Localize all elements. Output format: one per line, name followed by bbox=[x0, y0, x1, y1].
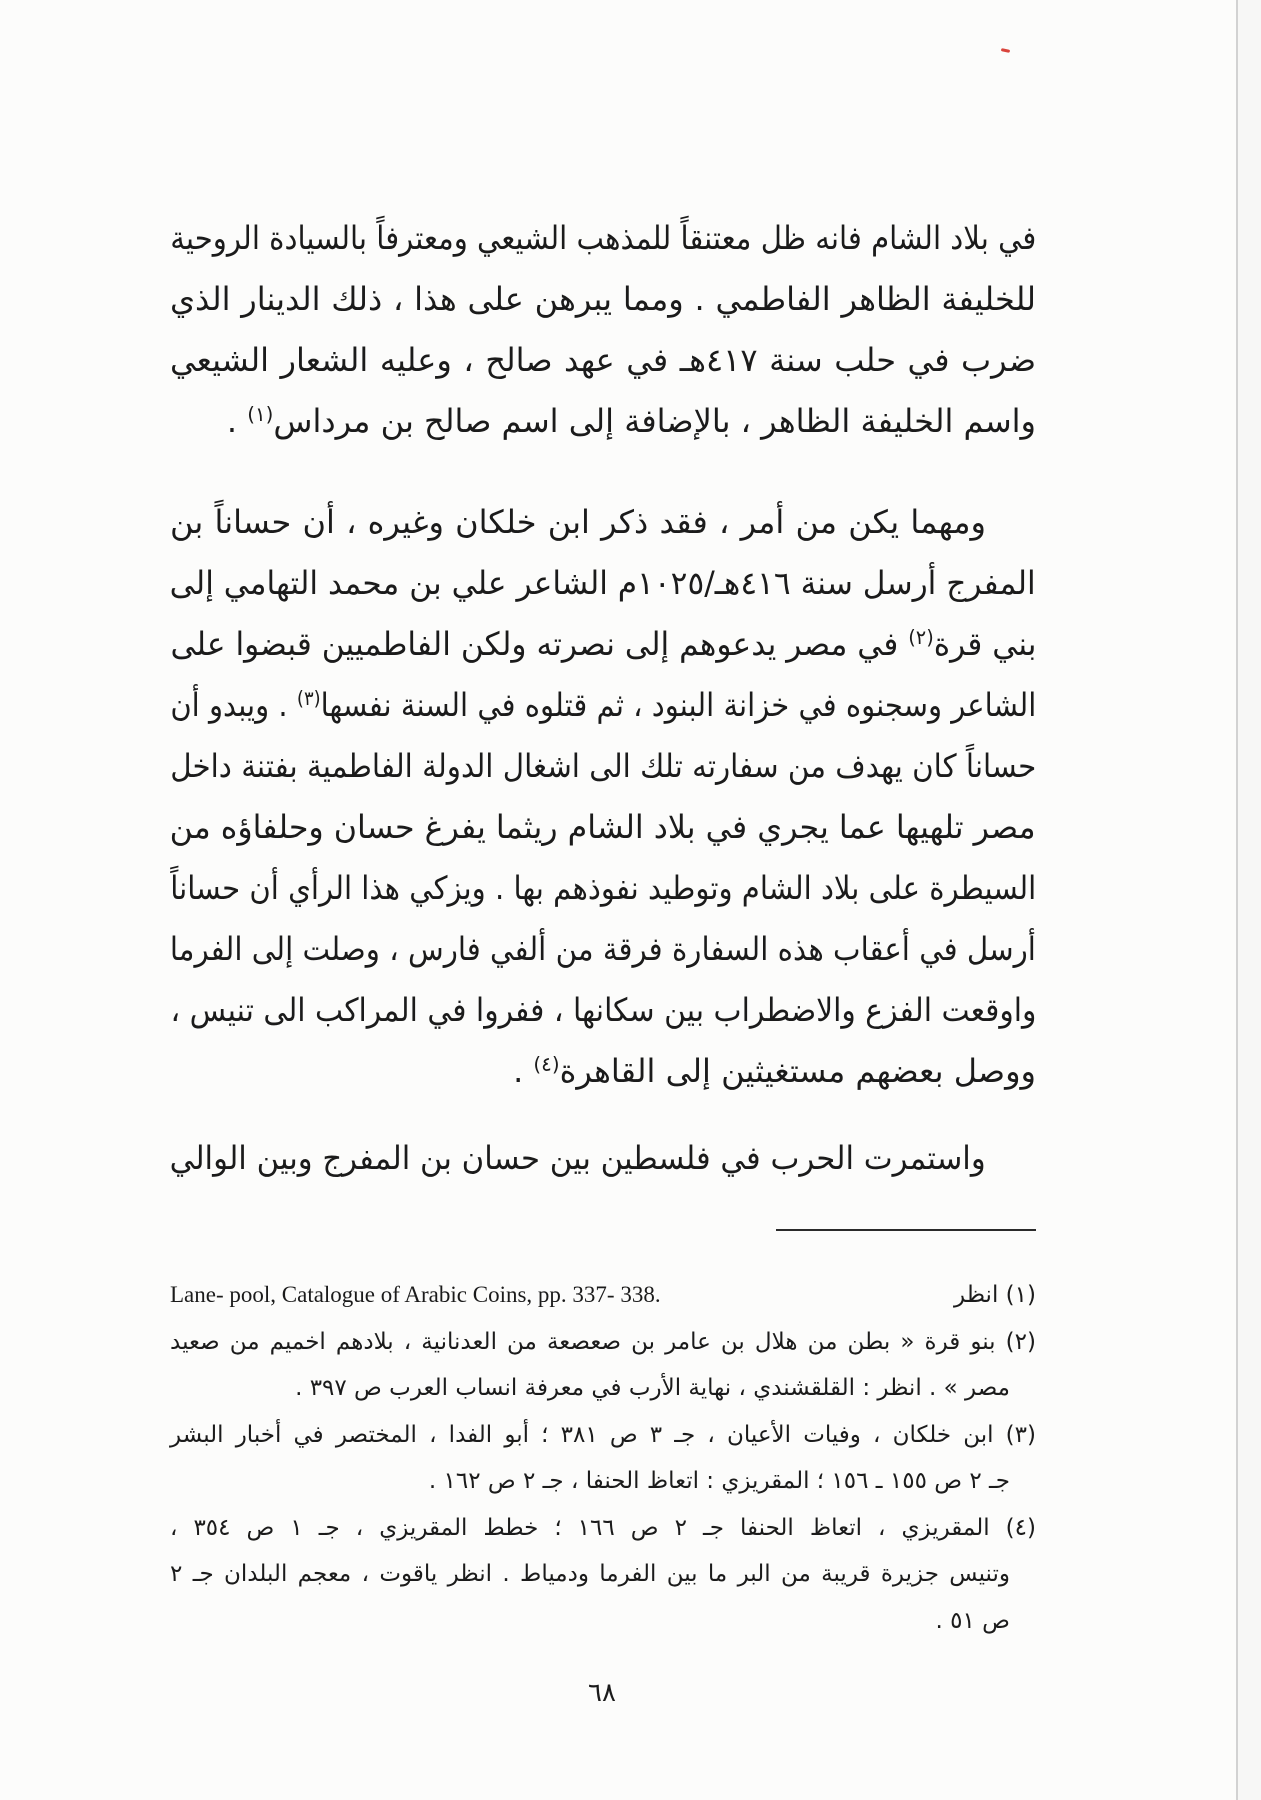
line-text: ووصل بعضهم مستغيثين إلى القاهرة bbox=[559, 1052, 1036, 1090]
line-text: واسم الخليفة الظاهر ، بالإضافة إلى اسم صالح بن مرداس bbox=[273, 402, 1036, 440]
line-text-after: . bbox=[226, 402, 248, 440]
line-content bbox=[170, 614, 1036, 675]
line-content bbox=[170, 330, 1036, 391]
scan-edge-strip bbox=[1238, 0, 1261, 1800]
line-content bbox=[170, 553, 1036, 614]
footnote-number: (١) bbox=[1005, 1282, 1036, 1308]
line-content bbox=[170, 980, 1036, 1041]
footnote-number: (٢) bbox=[1005, 1328, 1036, 1355]
line-content bbox=[227, 391, 1036, 452]
line-content bbox=[170, 492, 986, 553]
body-line bbox=[170, 980, 1036, 1041]
footnote-4-line bbox=[170, 1505, 1036, 1552]
footnote-ref: (١) bbox=[247, 403, 274, 427]
line-text: أرسل في أعقاب هذه السفارة فرقة من ألفي فارس ، وصلت إلى الفرما bbox=[169, 930, 1036, 968]
line-text: في بلاد الشام فانه ظل معتنقاً للمذهب الشيعي ومعترفاً بالسيادة الروحية bbox=[169, 219, 1036, 257]
body-line bbox=[170, 858, 1036, 919]
footnote-arabic bbox=[954, 1272, 1036, 1319]
paragraph-1 bbox=[170, 208, 1036, 452]
body-line bbox=[170, 919, 1036, 980]
body-line bbox=[170, 1128, 1036, 1189]
footnote-text: المقريزي ، اتعاظ الحنفا جـ ٢ ص ١٦٦ ؛ خطط المقريزي ، جـ ١ ص ٣٥٤ ، bbox=[169, 1514, 990, 1541]
body-line bbox=[170, 269, 1036, 330]
body-line bbox=[170, 208, 1036, 269]
line-content bbox=[429, 1458, 1010, 1505]
line-text-after: . bbox=[513, 1052, 534, 1090]
line-content bbox=[170, 1128, 986, 1189]
footnote-number: (٤) bbox=[1005, 1514, 1036, 1541]
line-text: واوقعت الفزع والاضطراب بين سكانها ، ففروا في المراكب الى تنيس ، bbox=[170, 991, 1036, 1029]
line-text: المفرج أرسل سنة ٤١٦هـ/١٠٢٥م الشاعر علي بن محمد التهامي إلى bbox=[169, 564, 1036, 602]
line-text: للخليفة الظاهر الفاطمي . ومما يبرهن على هذا ، ذلك الدينار الذي bbox=[170, 280, 1036, 318]
line-content bbox=[170, 675, 1036, 736]
body-line bbox=[170, 614, 1036, 675]
red-mark bbox=[1001, 48, 1010, 53]
body-line bbox=[170, 1041, 1036, 1102]
body-line bbox=[170, 330, 1036, 391]
line-content bbox=[170, 736, 1036, 797]
footnote-4-line bbox=[170, 1598, 1036, 1645]
footnotes bbox=[170, 1272, 1036, 1644]
line-content bbox=[170, 1412, 1036, 1459]
body-line bbox=[170, 797, 1036, 858]
line-text: ضرب في حلب سنة ٤١٧هـ في عهد صالح ، وعليه الشعار الشيعي bbox=[170, 341, 1036, 379]
line-content bbox=[170, 208, 1036, 269]
page-edge-line bbox=[1236, 0, 1238, 1800]
line-text: بني قرة bbox=[933, 625, 1036, 663]
body-line bbox=[170, 391, 1036, 452]
line-content bbox=[170, 797, 1036, 858]
footnote-text: مصر » . انظر : القلقشندي ، نهاية الأرب في معرفة انساب العرب ص ٣٩٧ . bbox=[295, 1375, 1010, 1401]
footnote-ref: (٢) bbox=[907, 626, 934, 650]
line-text: حساناً كان يهدف من سفارته تلك الى اشغال الدولة الفاطمية بفتنة داخل bbox=[169, 747, 1036, 785]
footnote-4-line bbox=[170, 1551, 1036, 1598]
line-text: ومهما يكن من أمر ، فقد ذكر ابن خلكان وغيره ، أن حساناً بن bbox=[170, 503, 986, 541]
footnote-2-line bbox=[170, 1319, 1036, 1366]
line-content bbox=[170, 1319, 1036, 1366]
footnote-separator bbox=[776, 1229, 1036, 1231]
line-text: واستمرت الحرب في فلسطين بين حسان بن المفرج وبين الوالي bbox=[169, 1139, 986, 1177]
line-text-after: في مصر يدعوهم إلى نصرته ولكن الفاطميين قبضوا على bbox=[170, 625, 908, 663]
footnote-ref: (٣) bbox=[296, 687, 321, 711]
line-content bbox=[170, 1505, 1036, 1552]
line-text: الشاعر وسجنوه في خزانة البنود ، ثم قتلوه في السنة نفسها bbox=[320, 686, 1036, 724]
body-line bbox=[170, 553, 1036, 614]
footnote-text: ابن خلكان ، وفيات الأعيان ، جـ ٣ ص ٣٨١ ؛ أبو الفدا ، المختصر في أخبار البشر bbox=[170, 1421, 994, 1448]
line-content bbox=[295, 1365, 1010, 1412]
paragraph-3 bbox=[170, 1128, 1036, 1189]
footnote-number: (٣) bbox=[1005, 1421, 1036, 1448]
line-content bbox=[170, 269, 1036, 330]
body-line bbox=[170, 492, 1036, 553]
footnote-3-line bbox=[170, 1412, 1036, 1459]
footnote-ref: (٤) bbox=[533, 1053, 560, 1077]
line-content bbox=[170, 1551, 1010, 1598]
body-line bbox=[170, 736, 1036, 797]
footnote-text: ص ٥١ . bbox=[935, 1607, 1010, 1634]
footnote-text: جـ ٢ ص ١٥٥ ـ ١٥٦ ؛ المقريزي : اتعاظ الحنفا ، جـ ٢ ص ١٦٢ . bbox=[428, 1468, 1010, 1494]
line-text-after: . ويبدو أن bbox=[169, 686, 297, 724]
line-content bbox=[936, 1598, 1010, 1645]
footnote-text: انظر bbox=[954, 1282, 999, 1308]
line-content bbox=[513, 1041, 1036, 1102]
paragraph-2 bbox=[170, 492, 1036, 1102]
footnote-3-line bbox=[170, 1458, 1036, 1505]
line-text: السيطرة على بلاد الشام وتوطيد نفوذهم بها . ويزكي هذا الرأي أن حساناً bbox=[170, 869, 1036, 907]
footnote-2-line bbox=[170, 1365, 1036, 1412]
footnote-latin-reference: Lane- pool, Catalogue of Arabic Coins, pp. 337- 338. bbox=[170, 1282, 661, 1307]
page-number: ٦٨ bbox=[588, 1678, 616, 1708]
line-content bbox=[170, 858, 1036, 919]
body-line bbox=[170, 675, 1036, 736]
footnote-text: بنو قرة « بطن من هلال بن عامر بن صعصعة من العدنانية ، بلادهم اخميم من صعيد bbox=[170, 1328, 996, 1355]
line-text: مصر تلهيها عما يجري في بلاد الشام ريثما يفرغ حسان وحلفاؤه من bbox=[169, 808, 1036, 846]
line-content bbox=[170, 919, 1036, 980]
footnote-1 bbox=[170, 1272, 1036, 1319]
footnote-text: وتنيس جزيرة قريبة من البر ما بين الفرما ودمياط . انظر ياقوت ، معجم البلدان جـ ٢ bbox=[170, 1561, 1010, 1587]
